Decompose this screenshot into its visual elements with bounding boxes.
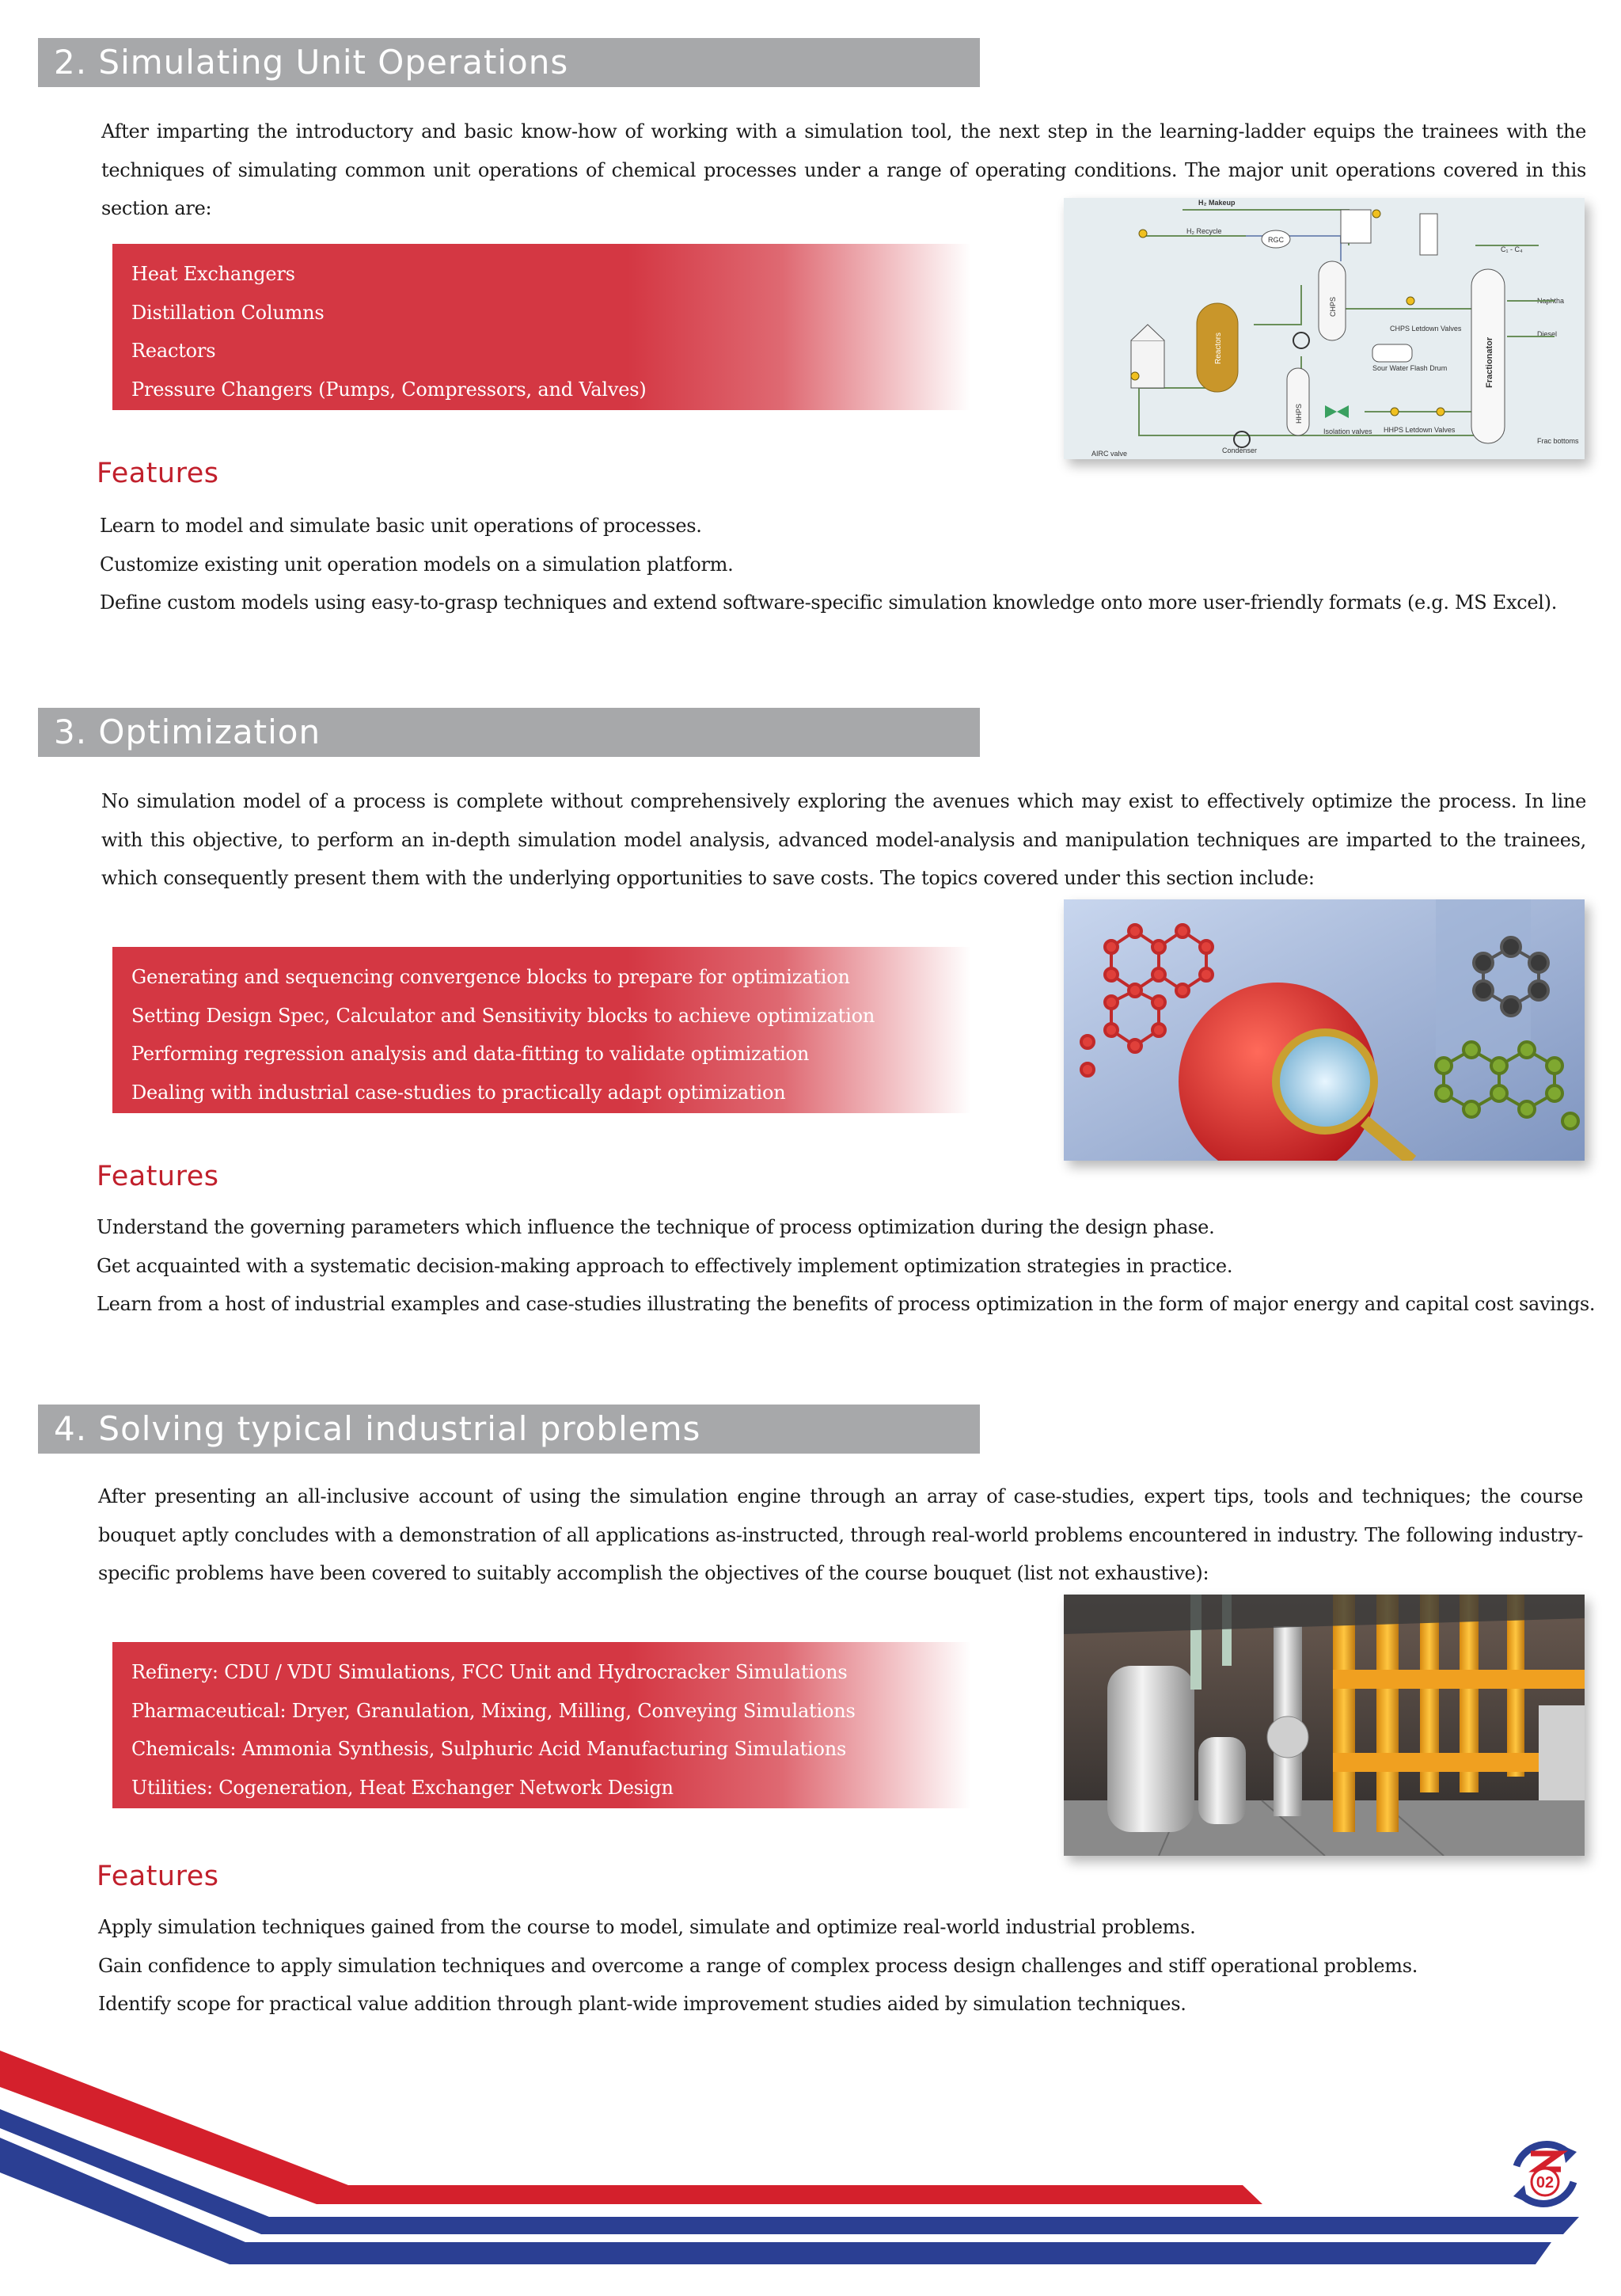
page-number: 02 [1536,2174,1555,2191]
feature-item: Customize existing unit operation models on a simulation platform. [100,553,734,576]
features-list [98,1908,1586,2024]
svg-text:Isolation valves: Isolation valves [1323,428,1372,435]
features-title: Features [97,1161,219,1192]
logo-icon [1513,2145,1577,2204]
section-title-optimization: 3. Optimization [38,708,980,757]
svg-text:CHPS: CHPS [1329,296,1337,317]
feature-item: Get acquainted with a systematic decision-making approach to effectively implement optimization strategies in practice. [97,1254,1233,1277]
section-title-industrial-problems: 4. Solving typical industrial problems [38,1405,980,1454]
svg-text:Sour Water Flash Drum: Sour Water Flash Drum [1372,364,1448,372]
footer [0,2027,1621,2293]
svg-text:CHPS Letdown Valves: CHPS Letdown Valves [1390,325,1462,333]
footer-stripes [0,2027,1621,2293]
process-flow-diagram [1064,198,1585,459]
features-title: Features [97,458,219,489]
svg-text:Reactors: Reactors [1214,332,1223,364]
topics-box [112,1642,971,1808]
feature-item: Learn to model and simulate basic unit operations of processes. [100,515,702,537]
topic-item: Pressure Changers (Pumps, Compressors, and Valves) [131,378,647,401]
feature-item: Gain confidence to apply simulation techniques and overcome a range of complex process design challenges and stiff operational problems. [98,1954,1418,1977]
features-list [100,507,1588,622]
topic-item: Reactors [131,340,216,362]
topic-item: Utilities: Cogeneration, Heat Exchanger Network Design [131,1776,674,1799]
feature-item: Define custom models using easy-to-grasp techniques and extend software-specific simulation knowledge onto more user-friendly formats (e.g. MS Excel). [100,591,1558,614]
section-intro: After imparting the introductory and basic know-how of working with a simulation tool, the next step in the learning-ladder equips the trainees with the techniques of simulating common unit operations of chemical processes under a range of operating conditions. The major unit operations covered in this section are: [101,120,1586,219]
svg-text:Naphtha: Naphtha [1537,297,1565,305]
svg-text:Diesel: Diesel [1537,330,1558,338]
feature-item: Apply simulation techniques gained from the course to model, simulate and optimize real-world industrial problems. [98,1916,1196,1938]
industrial-plant-image [1064,1595,1585,1856]
section-intro: After presenting an all-inclusive account of using the simulation engine through an array of case-studies, expert tips, tools and techniques; the course bouquet aptly concludes with a demonstration of all applications as-instructed, through real-world problems encountered in industry. The following industry-specific problems have been covered to suitably accomplish the objectives of the course bouquet (list not exhaustive): [98,1485,1583,1584]
svg-text:RGC: RGC [1268,236,1284,244]
feature-item: Learn from a host of industrial examples and case-studies illustrating the benefits of process optimization in the form of major energy and capital cost savings. [97,1293,1596,1315]
molecule-illustration [1064,899,1585,1161]
topic-item: Generating and sequencing convergence blocks to prepare for optimization [131,966,850,988]
topics-box [112,244,971,410]
svg-text:C₁ - C₄: C₁ - C₄ [1501,245,1523,253]
feature-item: Understand the governing parameters which influence the technique of process optimization during the design phase. [97,1216,1215,1238]
svg-text:HHPS Letdown Valves: HHPS Letdown Valves [1384,426,1456,434]
features-list [97,1208,1596,1324]
svg-text:AIRC valve: AIRC valve [1091,450,1128,458]
section-title-unit-operations: 2. Simulating Unit Operations [38,38,980,87]
svg-text:H₂ Makeup: H₂ Makeup [1198,199,1236,207]
topic-item: Heat Exchangers [131,263,295,285]
svg-text:H₂ Recycle: H₂ Recycle [1186,227,1222,235]
topic-item: Pharmaceutical: Dryer, Granulation, Mixing, Milling, Conveying Simulations [131,1699,856,1722]
svg-text:Condenser: Condenser [1222,447,1258,454]
topic-item: Setting Design Spec, Calculator and Sensitivity blocks to achieve optimization [131,1004,875,1027]
topic-item: Distillation Columns [131,301,325,324]
svg-text:HHPS: HHPS [1295,403,1303,424]
topic-item: Dealing with industrial case-studies to practically adapt optimization [131,1081,786,1104]
topics-box [112,947,971,1113]
topic-item: Refinery: CDU / VDU Simulations, FCC Unit and Hydrocracker Simulations [131,1661,848,1683]
svg-text:Frac bottoms: Frac bottoms [1537,437,1579,445]
section-intro: No simulation model of a process is complete without comprehensively exploring the avenues which may exist to effectively optimize the process. In line with this objective, to perform an in-depth simulation model analysis, advanced model-analysis and manipulation techniques are imparted to the trainees, which consequently present them with the underlying opportunities to save costs. The topics covered under this section include: [101,790,1586,889]
topic-item: Chemicals: Ammonia Synthesis, Sulphuric Acid Manufacturing Simulations [131,1738,847,1760]
feature-item: Identify scope for practical value addition through plant-wide improvement studies aided by simulation techniques. [98,1993,1186,2015]
svg-text:Fractionator: Fractionator [1485,336,1494,388]
topic-item: Performing regression analysis and data-fitting to validate optimization [131,1043,810,1065]
features-title: Features [97,1861,219,1892]
